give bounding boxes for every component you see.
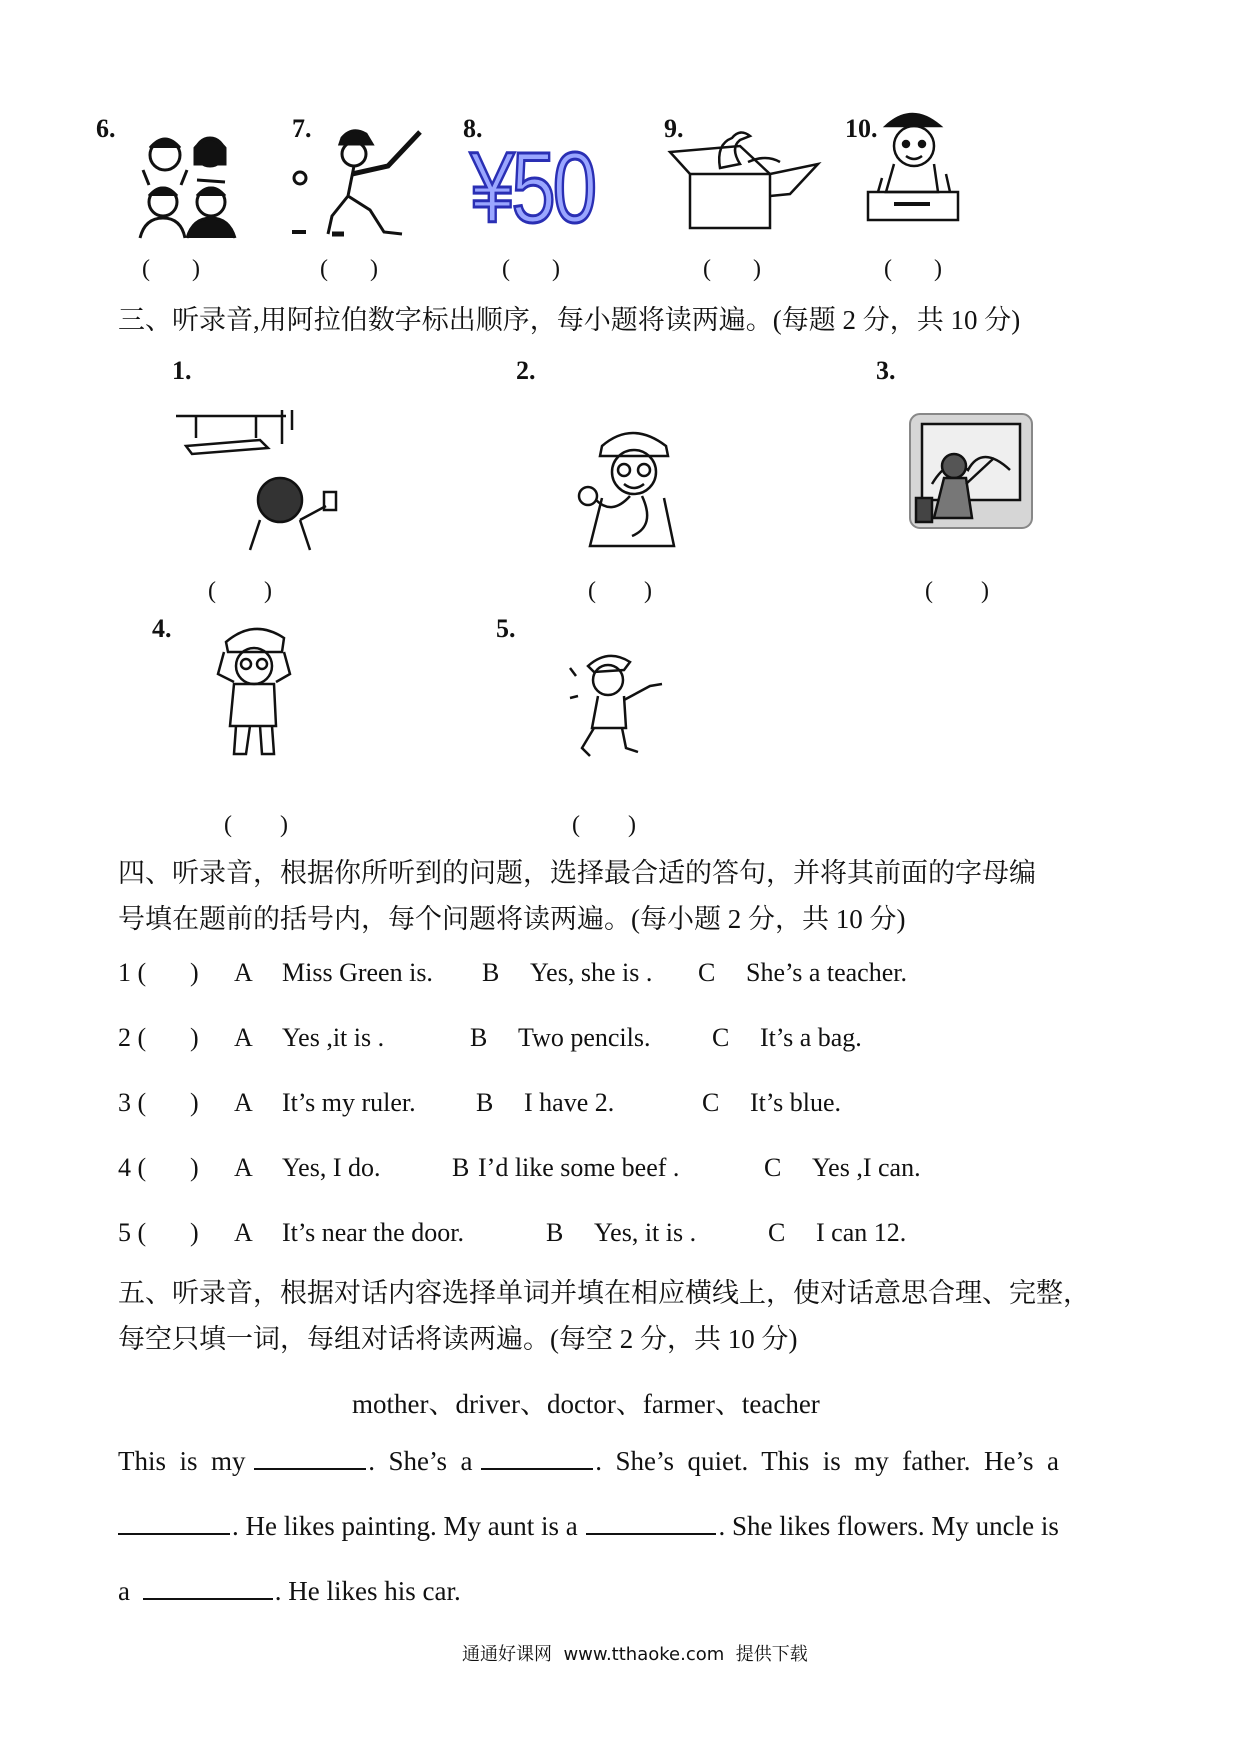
passage-line-2 (118, 1511, 1059, 1542)
option-b-text: Yes, she is . (530, 958, 653, 987)
s3-answer-paren-2[interactable]: ( ) (588, 578, 652, 604)
s3-number-2: 2. (516, 356, 536, 385)
passage-text: . She likes flowers. My uncle is (718, 1511, 1059, 1541)
doctor-picture (572, 426, 694, 550)
footer-credit: 通通好课网 www.tthaoke.com 提供下载 (462, 1644, 808, 1665)
item-number-10: 10. (845, 114, 878, 143)
option-a-text: Miss Green is. (282, 958, 433, 987)
passage-text: a (118, 1576, 130, 1606)
question-paren-close: ) (190, 1153, 199, 1182)
section3-heading: 三、听录音,用阿拉伯数字标出顺序，每小题将读两遍。(每题 2 分，共 10 分) (118, 305, 1021, 335)
option-a-label: A (234, 1088, 253, 1117)
s3-answer-paren-3[interactable]: ( ) (925, 578, 989, 604)
passage-text: . She’s a (368, 1446, 473, 1476)
blank-1[interactable] (254, 1446, 366, 1470)
option-c-text: I can 12. (816, 1218, 907, 1247)
option-a-text: Yes ,it is . (282, 1023, 385, 1052)
item-number-6: 6. (96, 114, 116, 143)
option-b-label: B (470, 1023, 488, 1052)
option-a-label: A (234, 1153, 253, 1182)
question-number[interactable]: 2 ( (118, 1023, 147, 1052)
s3-number-1: 1. (172, 356, 192, 385)
section5-heading-line2: 每空只填一词，每组对话将读两遍。(每空 2 分，共 10 分) (118, 1324, 798, 1354)
option-b-text: I have 2. (524, 1088, 615, 1117)
option-c-label: C (702, 1088, 720, 1117)
option-b-text: Two pencils. (518, 1023, 651, 1052)
item-number-8: 8. (463, 114, 483, 143)
option-a-text: Yes, I do. (282, 1153, 381, 1182)
question-paren-close: ) (190, 1218, 199, 1247)
passage-text: . She’s quiet. This is my father. He’s a (595, 1446, 1059, 1476)
option-b-label: B (482, 958, 500, 987)
option-b-label: B (546, 1218, 564, 1247)
family-picture (135, 130, 240, 238)
s3-answer-paren-4[interactable]: ( ) (224, 812, 288, 838)
blank-3[interactable] (118, 1511, 230, 1535)
s3-number-3: 3. (876, 356, 896, 385)
option-c-text: It’s a bag. (760, 1023, 862, 1052)
section4-heading-line1: 四、听录音，根据你所听到的问题，选择最合适的答句，并将其前面的字母编 (118, 858, 1036, 888)
s3-number-5: 5. (496, 614, 516, 643)
boy-cooking-picture (864, 108, 962, 230)
answer-paren-6[interactable]: ( ) (142, 256, 200, 282)
question-number[interactable]: 3 ( (118, 1088, 147, 1117)
option-c-text: She’s a teacher. (746, 958, 907, 987)
passage-line-3 (118, 1576, 461, 1607)
option-b-text: I’d like some beef . (478, 1153, 680, 1182)
section4-heading-line2: 号填在题前的括号内，每个问题将读两遍。(每小题 2 分，共 10 分) (118, 904, 906, 934)
boy-pointing-picture (568, 648, 668, 760)
question-number[interactable]: 1 ( (118, 958, 147, 987)
passage-line-1 (118, 1446, 1059, 1477)
passage-text: This is my (118, 1446, 246, 1476)
price-label: ¥50 (470, 132, 594, 244)
boy-painting-picture (910, 414, 1032, 528)
s3-number-4: 4. (152, 614, 172, 643)
blank-5[interactable] (143, 1576, 273, 1600)
option-a-text: It’s my ruler. (282, 1088, 416, 1117)
question-number[interactable]: 4 ( (118, 1153, 147, 1182)
option-c-label: C (712, 1023, 730, 1052)
option-b-text: Yes, it is . (594, 1218, 697, 1247)
answer-paren-10[interactable]: ( ) (884, 256, 942, 282)
question-paren-close: ) (190, 1023, 199, 1052)
passage-text: . He likes painting. My aunt is a (232, 1511, 578, 1541)
option-c-label: C (698, 958, 716, 987)
item-number-7: 7. (292, 114, 312, 143)
answer-paren-8[interactable]: ( ) (502, 256, 560, 282)
section5-heading-line1: 五、听录音，根据对话内容选择单词并填在相应横线上，使对话意思合理、完整， (118, 1278, 1090, 1308)
option-c-text: It’s blue. (750, 1088, 841, 1117)
boy-with-cap-picture (210, 622, 300, 762)
box-picture (670, 124, 830, 234)
option-a-text: It’s near the door. (282, 1218, 464, 1247)
passage-text: . He likes his car. (274, 1576, 461, 1606)
option-b-label: B (476, 1088, 494, 1117)
answer-paren-7[interactable]: ( ) (320, 256, 378, 282)
option-a-label: A (234, 958, 253, 987)
boy-light-switch-picture (176, 410, 348, 552)
option-c-label: C (768, 1218, 786, 1247)
question-paren-close: ) (190, 958, 199, 987)
blank-4[interactable] (586, 1511, 716, 1535)
option-b-label: B (452, 1153, 470, 1182)
option-a-label: A (234, 1023, 253, 1052)
s3-answer-paren-1[interactable]: ( ) (208, 578, 272, 604)
option-c-text: Yes ,I can. (812, 1153, 921, 1182)
item-number-9: 9. (664, 114, 684, 143)
answer-paren-9[interactable]: ( ) (703, 256, 761, 282)
option-c-label: C (764, 1153, 782, 1182)
baseball-player-picture (292, 126, 427, 238)
question-paren-close: ) (190, 1088, 199, 1117)
s3-answer-paren-5[interactable]: ( ) (572, 812, 636, 838)
option-a-label: A (234, 1218, 253, 1247)
blank-2[interactable] (481, 1446, 593, 1470)
question-number[interactable]: 5 ( (118, 1218, 147, 1247)
word-bank: mother、driver、doctor、farmer、teacher (352, 1389, 820, 1419)
